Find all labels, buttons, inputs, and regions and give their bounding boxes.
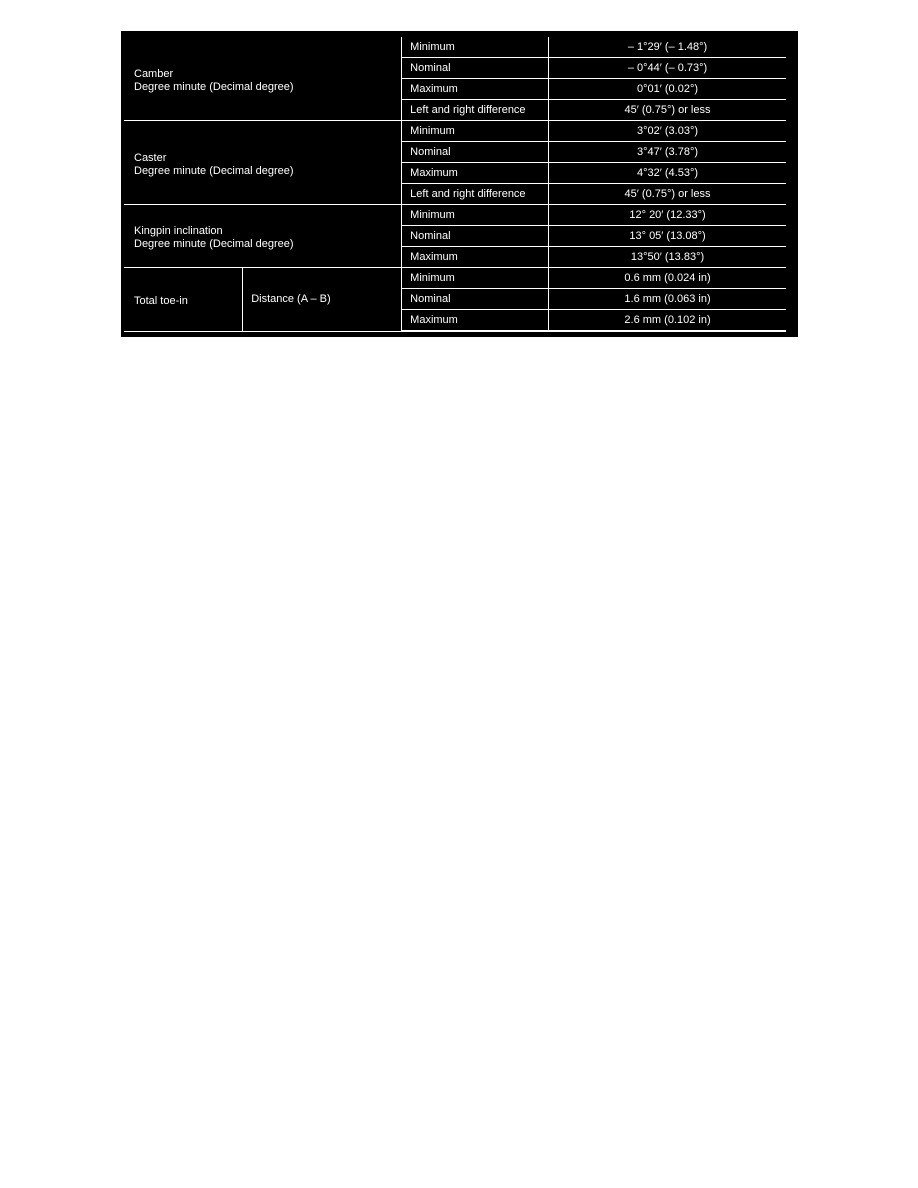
table-row [124,268,786,289]
spec-value: 1.6 mm (0.063 in) [549,289,786,310]
spec-value: 0.6 mm (0.024 in) [549,268,786,289]
spec-value: 3°02′ (3.03°) [549,121,786,142]
table-row [124,121,786,142]
caster-label-cell [124,121,402,205]
spec-value: – 0°44′ (– 0.73°) [549,58,786,79]
camber-title: Camber [134,67,174,80]
spec-label: Minimum [402,268,549,289]
spec-value: 45′ (0.75°) or less [549,184,786,205]
kingpin-unit: Degree minute (Decimal degree) [134,238,294,250]
spec-label: Minimum [402,121,549,142]
kingpin-title: Kingpin inclination [134,225,223,237]
camber-label-cell [124,37,402,121]
spec-value: – 1°29′ (– 1.48°) [549,37,786,58]
spec-label: Maximum [402,163,549,184]
table-row [124,37,786,58]
spec-label: Minimum [402,205,549,226]
spec-label: Minimum [402,37,549,58]
kingpin-label-cell [124,205,402,268]
spec-label: Nominal [402,58,549,79]
caster-unit: Degree minute (Decimal degree) [134,164,294,177]
spec-label: Maximum [402,310,549,332]
spec-value: 13°50′ (13.83°) [549,247,786,268]
spec-value: 12° 20′ (12.33°) [549,205,786,226]
toe-in-distance-label: Distance (A – B) [251,292,331,305]
table-row [124,205,786,226]
toe-in-title: Total toe-in [134,294,188,307]
spec-label: Nominal [402,142,549,163]
toe-in-label-cell [124,268,243,332]
spec-label: Left and right difference [402,184,549,205]
spec-value: 2.6 mm (0.102 in) [549,310,786,332]
spec-value: 13° 05′ (13.08°) [549,226,786,247]
spec-value: 3°47′ (3.78°) [549,142,786,163]
spec-label: Nominal [402,289,549,310]
toe-in-distance-cell [243,268,402,332]
spec-label: Left and right difference [402,100,549,121]
spec-value: 4°32′ (4.53°) [549,163,786,184]
spec-table [124,37,786,332]
spec-label: Maximum [402,247,549,268]
camber-unit: Degree minute (Decimal degree) [134,80,294,93]
spec-value: 0°01′ (0.02°) [549,79,786,100]
caster-title: Caster [134,151,167,164]
spec-label: Nominal [402,226,549,247]
spec-value: 45′ (0.75°) or less [549,100,786,121]
spec-label: Maximum [402,79,549,100]
wheel-alignment-spec-table [121,31,798,337]
